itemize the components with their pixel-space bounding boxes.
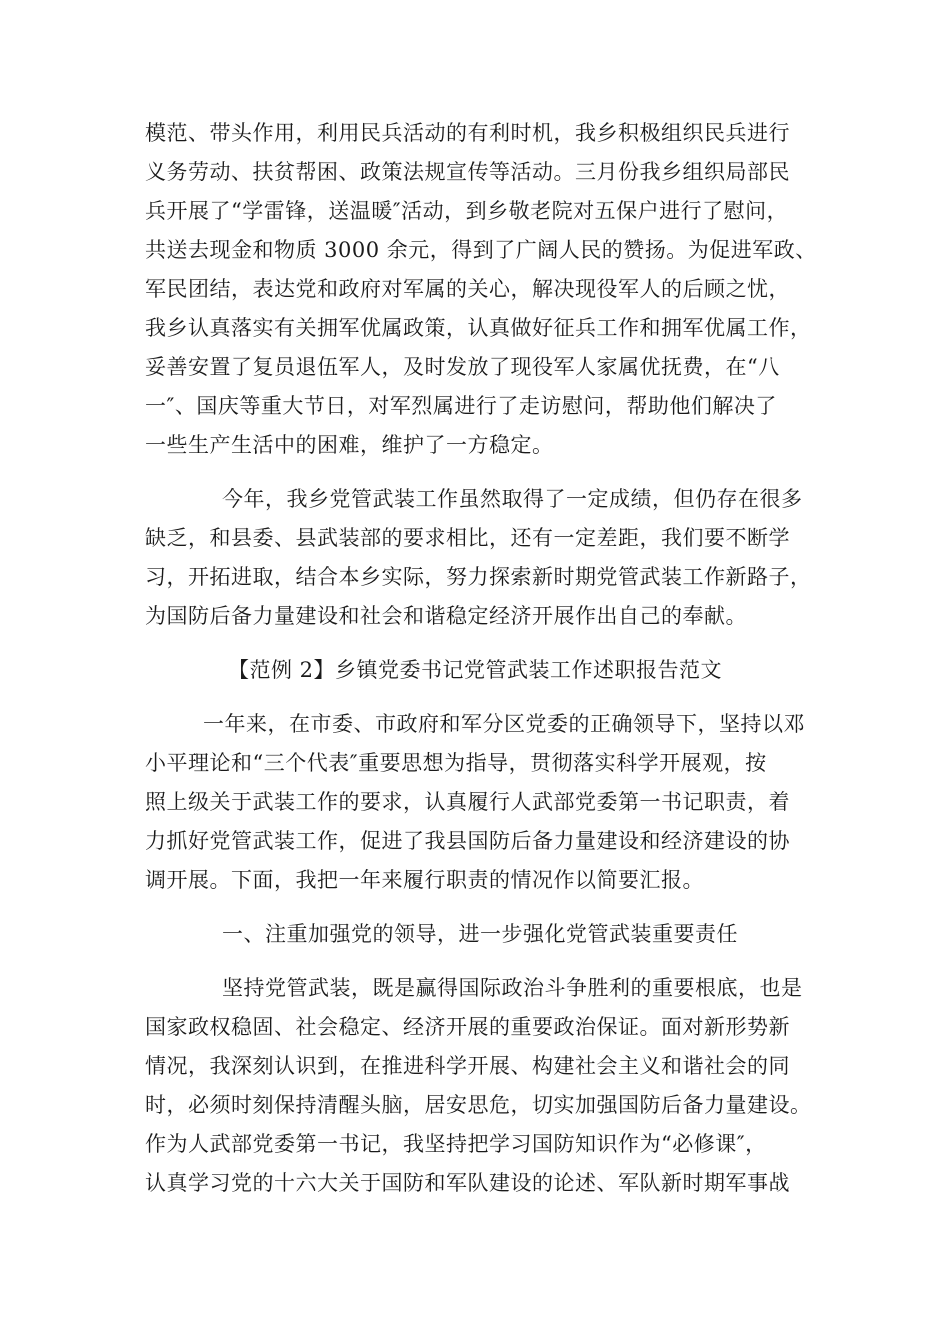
paragraph-1-line: 模范、带头作用，利用民兵活动的有利时机，我乡积极组织民兵进行 [145, 121, 790, 145]
paragraph-1-line: 军民团结，表达党和政府对军属的关心，解决现役军人的后顾之忧， [145, 277, 790, 301]
paragraph-2-line: 为国防后备力量建设和社会和谐稳定经济开展作出自己的奉献。 [145, 604, 747, 628]
paragraph-3-line: 力抓好党管武装工作，促进了我县国防后备力量建设和经济建设的协 [145, 829, 790, 853]
paragraph-1-line: 一些生产生活中的困难，维护了一方稳定。 [145, 433, 554, 457]
paragraph-3-line: 照上级关于武装工作的要求，认真履行人武部党委第一书记职责，着 [145, 790, 790, 814]
paragraph-4-line: 国家政权稳固、社会稳定、经济开展的重要政治保证。面对新形势新 [145, 1015, 790, 1039]
example-heading: 【范例 2】乡镇党委书记党管武装工作述职报告范文 [228, 658, 723, 682]
paragraph-1-line: 一″、国庆等重大节日，对军烈属进行了走访慰问，帮助他们解决了 [145, 394, 777, 418]
paragraph-3-line: 一年来，在市委、市政府和军分区党委的正确领导下，坚持以邓 [203, 712, 805, 736]
section-heading: 一、注重加强党的领导，进一步强化党管武装重要责任 [222, 922, 738, 946]
paragraph-3-line: 调开展。下面，我把一年来履行职责的情况作以简要汇报。 [145, 868, 704, 892]
paragraph-4-line: 作为人武部党委第一书记，我坚持把学习国防知识作为“必修课″， [145, 1132, 767, 1156]
paragraph-1-line: 共送去现金和物质 3000 余元，得到了广阔人民的赞扬。为促进军政、 [145, 238, 817, 262]
paragraph-2-line: 习，开拓进取，结合本乡实际，努力探索新时期党管武装工作新路子， [145, 565, 812, 589]
paragraph-4-line: 认真学习党的十六大关于国防和军队建设的论述、军队新时期军事战 [145, 1171, 790, 1195]
paragraph-1-line: 我乡认真落实有关拥军优属政策，认真做好征兵工作和拥军优属工作， [145, 316, 812, 340]
paragraph-4-line: 情况，我深刻认识到，在推进科学开展、构建社会主义和谐社会的同 [145, 1054, 790, 1078]
paragraph-1-line: 兵开展了“学雷锋，送温暖″活动，到乡敬老院对五保户进行了慰问， [145, 199, 789, 223]
paragraph-4-line: 坚持党管武装，既是赢得国际政治斗争胜利的重要根底，也是 [222, 976, 803, 1000]
paragraph-2-line: 缺乏，和县委、县武装部的要求相比，还有一定差距，我们要不断学 [145, 526, 790, 550]
paragraph-2-line: 今年，我乡党管武装工作虽然取得了一定成绩，但仍存在很多 [222, 487, 803, 511]
paragraph-3-line: 小平理论和“三个代表″重要思想为指导，贯彻落实科学开展观，按 [145, 751, 767, 775]
paragraph-4-line: 时，必须时刻保持清醒头脑，居安思危，切实加强国防后备力量建设。 [145, 1093, 812, 1117]
paragraph-1-line: 妥善安置了复员退伍军人，及时发放了现役军人家属优抚费，在“八 [145, 355, 780, 379]
paragraph-1-line: 义务劳动、扶贫帮困、政策法规宣传等活动。三月份我乡组织局部民 [145, 160, 790, 184]
